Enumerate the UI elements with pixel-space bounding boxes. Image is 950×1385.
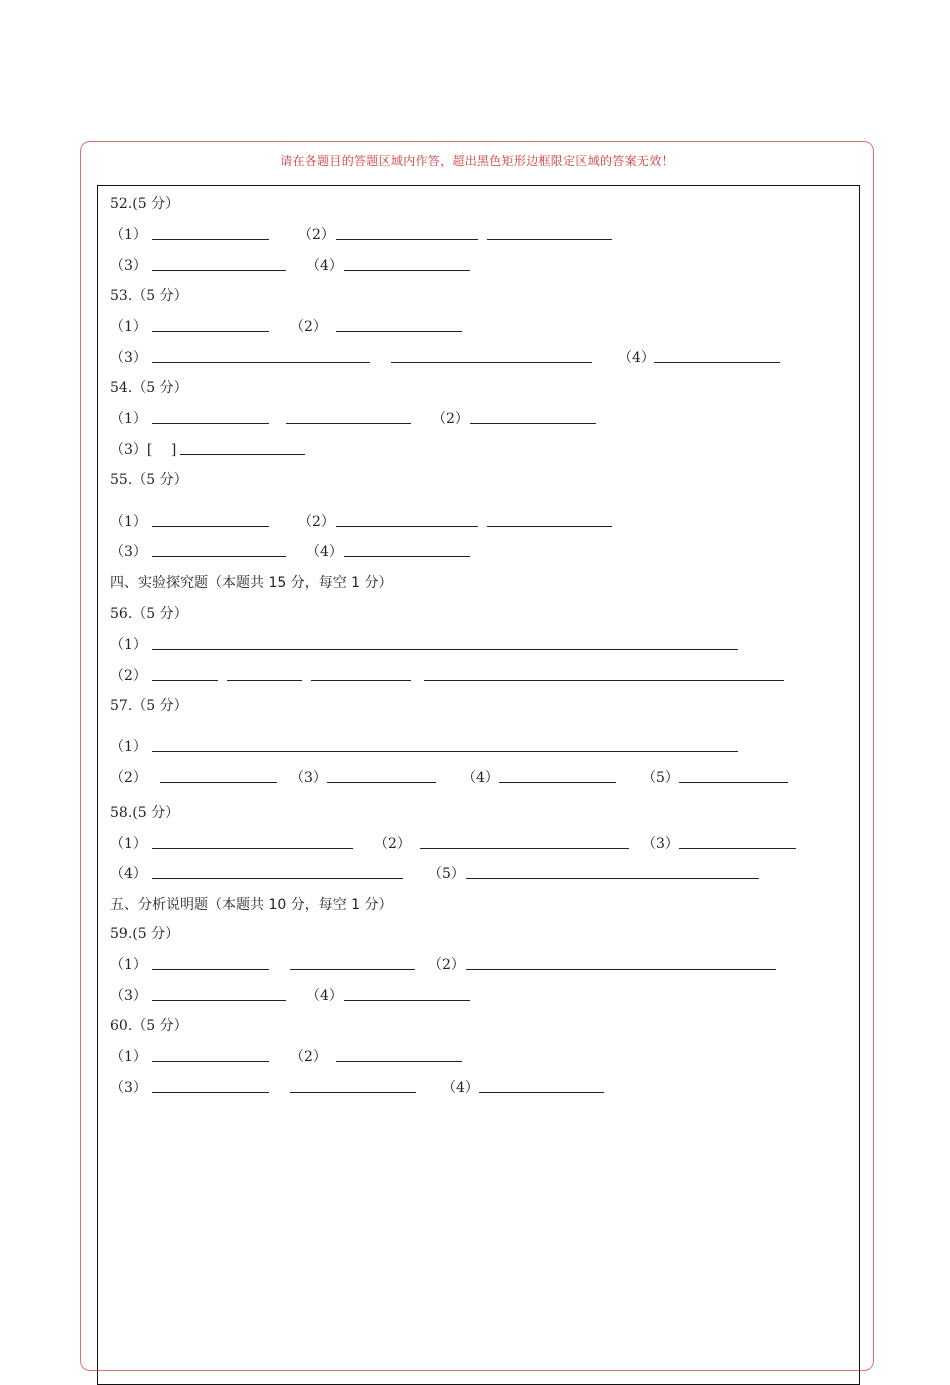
answer-blank[interactable]: [336, 1061, 462, 1062]
label-3: （3）: [110, 544, 147, 560]
answer-blank[interactable]: [311, 680, 411, 681]
question-60-title: 60.（5 分）: [110, 1018, 188, 1034]
answer-blank[interactable]: [180, 454, 305, 455]
answer-blank[interactable]: [466, 969, 776, 970]
label-2: （2）: [290, 319, 327, 335]
label-4: （4）: [110, 866, 147, 882]
answer-blank[interactable]: [152, 969, 269, 970]
label-3: （3）: [110, 1080, 147, 1096]
question-52-title: 52.(5 分）: [110, 196, 180, 212]
label-2: （2）: [432, 411, 469, 427]
answer-blank[interactable]: [152, 1092, 269, 1093]
answer-blank[interactable]: [336, 239, 478, 240]
answer-blank[interactable]: [336, 331, 462, 332]
label-1: （1）: [110, 514, 147, 530]
answer-blank[interactable]: [344, 1000, 470, 1001]
answer-blank[interactable]: [487, 526, 612, 527]
label-3-choice: （3）[ ]: [110, 442, 177, 458]
label-2: （2）: [298, 514, 335, 530]
question-57-title: 57.（5 分）: [110, 698, 188, 714]
answer-blank[interactable]: [152, 649, 738, 650]
question-53-title: 53.（5 分）: [110, 288, 188, 304]
question-54-title: 54.（5 分）: [110, 380, 188, 396]
answer-blank[interactable]: [160, 782, 277, 783]
label-1: （1）: [110, 836, 147, 852]
answer-blank[interactable]: [290, 1092, 416, 1093]
label-2: （2）: [290, 1049, 327, 1065]
answer-blank[interactable]: [420, 848, 629, 849]
label-1: （1）: [110, 957, 147, 973]
label-4: （4）: [462, 770, 499, 786]
answer-blank[interactable]: [487, 239, 612, 240]
label-2: （2）: [374, 836, 411, 852]
answer-blank[interactable]: [499, 782, 616, 783]
label-3: （3）: [110, 988, 147, 1004]
answer-blank[interactable]: [152, 331, 269, 332]
label-3: （3）: [110, 258, 147, 274]
answer-blank[interactable]: [152, 1061, 269, 1062]
answer-blank[interactable]: [470, 423, 596, 424]
answer-blank[interactable]: [152, 878, 403, 879]
label-2: （2）: [110, 668, 147, 684]
answer-blank[interactable]: [286, 423, 411, 424]
label-2: （2）: [110, 770, 147, 786]
section-4-heading: 四、实验探究题（本题共 15 分，每空 1 分）: [110, 575, 393, 591]
question-59-title: 59.(5 分）: [110, 926, 180, 942]
label-3: （3）: [290, 770, 327, 786]
answer-blank[interactable]: [391, 362, 592, 363]
label-5: （5）: [428, 866, 465, 882]
label-1: （1）: [110, 411, 147, 427]
answer-blank[interactable]: [152, 362, 370, 363]
answer-blank[interactable]: [344, 270, 470, 271]
answer-blank[interactable]: [479, 1092, 604, 1093]
label-4: （4）: [618, 350, 655, 366]
label-1: （1）: [110, 227, 147, 243]
answer-blank[interactable]: [152, 423, 269, 424]
answer-blank[interactable]: [152, 680, 218, 681]
answer-blank[interactable]: [679, 848, 796, 849]
answer-blank[interactable]: [152, 239, 269, 240]
label-2: （2）: [298, 227, 335, 243]
label-4: （4）: [306, 258, 343, 274]
label-4: （4）: [306, 988, 343, 1004]
question-56-title: 56.（5 分）: [110, 606, 188, 622]
label-1: （1）: [110, 739, 147, 755]
answer-blank[interactable]: [654, 362, 780, 363]
label-4: （4）: [442, 1080, 479, 1096]
answer-blank[interactable]: [327, 782, 436, 783]
answer-blank[interactable]: [424, 680, 784, 681]
answer-blank[interactable]: [152, 556, 286, 557]
label-1: （1）: [110, 319, 147, 335]
label-2: （2）: [428, 957, 465, 973]
answer-blank[interactable]: [152, 751, 738, 752]
label-1: （1）: [110, 1049, 147, 1065]
label-5: （5）: [642, 770, 679, 786]
answer-blank[interactable]: [152, 1000, 286, 1001]
answer-blank[interactable]: [344, 556, 470, 557]
section-5-heading: 五、分析说明题（本题共 10 分，每空 1 分）: [110, 897, 393, 913]
question-55-title: 55.（5 分）: [110, 472, 188, 488]
label-3: （3）: [110, 350, 147, 366]
answer-blank[interactable]: [227, 680, 302, 681]
label-3: （3）: [642, 836, 679, 852]
label-1: （1）: [110, 637, 147, 653]
answer-blank[interactable]: [336, 526, 478, 527]
answer-blank[interactable]: [679, 782, 788, 783]
answer-blank[interactable]: [466, 878, 759, 879]
label-4: （4）: [306, 544, 343, 560]
answer-blank[interactable]: [152, 526, 269, 527]
answer-area-warning: 请在各题目的答题区域内作答，超出黑色矩形边框限定区域的答案无效！: [280, 154, 674, 168]
answer-blank[interactable]: [152, 270, 286, 271]
question-58-title: 58.(5 分）: [110, 805, 180, 821]
answer-blank[interactable]: [152, 848, 353, 849]
answer-blank[interactable]: [290, 969, 415, 970]
